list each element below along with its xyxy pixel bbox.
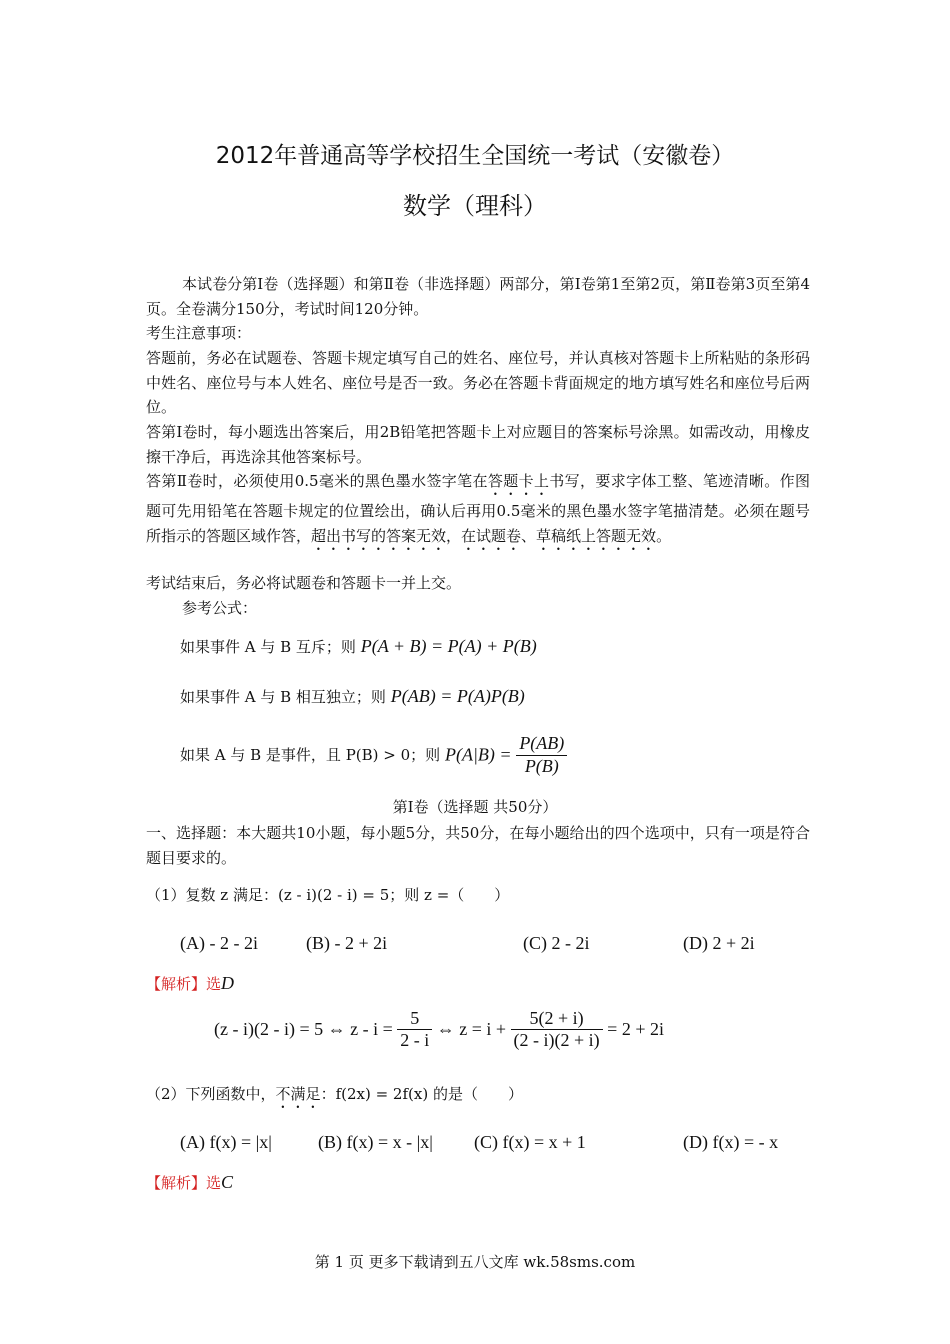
q1-solution [214,1008,664,1051]
q1-solution-fraction-2 [511,1008,603,1051]
q1-option-c: (C) 2 - 2i [523,933,590,953]
page-title: 2012年普通高等学校招生全国统一考试（安徽卷） [215,143,735,169]
notice-item-4: 考试结束后，务必将试题卷和答题卡一并上交。 [146,574,462,592]
q1-solution-part-b: ⇔ z = i + [436,1019,507,1039]
question-1-stem: （1）复数 z 满足：(z - i)(2 - i) = 5；则 z =（ ） [146,886,510,904]
notice-item-2: 答第Ⅰ卷时，每小题选出答案后，用2B铅笔把答题卡上对应题目的答案标号涂黑。如需改动，用橡皮擦干净后，再选涂其他答案标号。 [146,423,810,466]
formula-1-text: 如果事件 A 与 B 互斥；则 [180,638,356,656]
q1-fraction-2-numerator: 5(2 + i) [511,1008,603,1030]
notice-3-text-d: 。 [656,526,672,545]
formula-3 [180,733,567,777]
notice-3-text-c: ， [446,526,462,545]
q1-solution-fraction-1 [397,1008,432,1051]
q2-analysis-label: 【解析】选 [146,1174,222,1192]
formula-2 [180,686,525,708]
formula-3-denominator: P(B) [524,755,559,776]
q1-option-a: (A) - 2 - 2i [180,933,258,953]
question-2-stem [146,1085,523,1112]
q1-fraction-2-denominator: (2 - i)(2 + i) [513,1030,600,1050]
q2-option-d: (D) f(x) = - x [683,1132,779,1152]
formula-2-math: P(AB) = P(A)P(B) [390,686,525,706]
notice-3-emphasis-1: 答题卡上 [487,472,550,490]
q1-analysis [146,973,234,995]
notice-heading: 考生注意事项： [146,324,252,342]
q2-option-c: (C) f(x) = x + 1 [474,1132,586,1152]
formula-3-fraction [516,733,567,777]
formula-1-math: P(A + B) = P(A) + P(B) [360,636,537,656]
q1-answer: D [221,973,235,993]
q1-solution-part-a: (z - i)(2 - i) = 5 ⇔ z - i = [214,1019,393,1039]
page-footer: 第 1 页 更多下载请到五八文库 wk.58sms.com [314,1253,636,1271]
section-1-heading: 第Ⅰ卷（选择题 共50分） [392,798,558,816]
q2-stem-emphasis: 不满足 [275,1085,321,1103]
notice-3-emphasis-2: 超出书写的答案无效 [311,526,447,545]
q1-analysis-label: 【解析】选 [146,975,222,993]
notice-3-text-a: 答第Ⅱ卷时，必须使用0.5毫米的黑色墨水签字笔在 [146,472,488,490]
formula-2-text: 如果事件 A 与 B 相互独立；则 [180,688,386,706]
notice-item-3 [146,469,810,554]
q2-option-b: (B) f(x) = x - |x| [318,1132,433,1152]
q1-fraction-1-denominator: 2 - i [400,1030,430,1050]
formula-3-lhs: P(A|B) = [444,744,512,765]
q1-option-b: (B) - 2 + 2i [306,933,388,953]
page-subtitle: 数学（理科） [403,192,547,220]
q2-answer: C [221,1172,234,1192]
formula-1 [180,636,537,658]
reference-heading: 参考公式： [182,599,258,617]
q2-option-a: (A) f(x) = |x| [180,1132,272,1152]
notice-item-1: 答题前，务必在试题卷、答题卡规定填写自己的姓名、座位号，并认真核对答题卡上所粘贴的条形码中姓名、座位号与本人姓名、座位号是否一致。务必在答题卡背面规定的地方填写姓名和座位号后两位。 [146,349,810,416]
formula-3-numerator: P(AB) [516,733,567,756]
q1-solution-part-c: = 2 + 2i [607,1019,664,1039]
q2-stem-b: ：f(2x) = 2f(x) 的是（ ） [320,1085,523,1103]
q1-fraction-1-numerator: 5 [397,1008,432,1030]
notice-3-text-b: 书写，要求字体工整、笔迹清晰。作图题可先用铅笔在答题卡规定的位置绘出，确认后再用0.5毫米的黑色墨水签字笔描清楚。必须在题号所指示的答题区域作答， [146,472,810,545]
q2-stem-a: （2）下列函数中， [146,1085,276,1103]
notice-3-emphasis-3: 在试题卷、草稿纸上答题无效 [461,526,657,545]
q2-analysis [146,1172,233,1194]
q1-option-d: (D) 2 + 2i [683,933,755,953]
formula-3-text: 如果 A 与 B 是事件，且 P(B) > 0；则 [180,746,441,765]
section-1-intro: 一、选择题：本大题共10小题，每小题5分，共50分，在每小题给出的四个选项中，只有一项是符合题目要求的。 [146,824,810,867]
intro-paragraph: 本试卷分第Ⅰ卷（选择题）和第Ⅱ卷（非选择题）两部分，第Ⅰ卷第1至第2页，第Ⅱ卷第3页至第4页。全卷满分150分，考试时间120分钟。 [146,275,810,318]
